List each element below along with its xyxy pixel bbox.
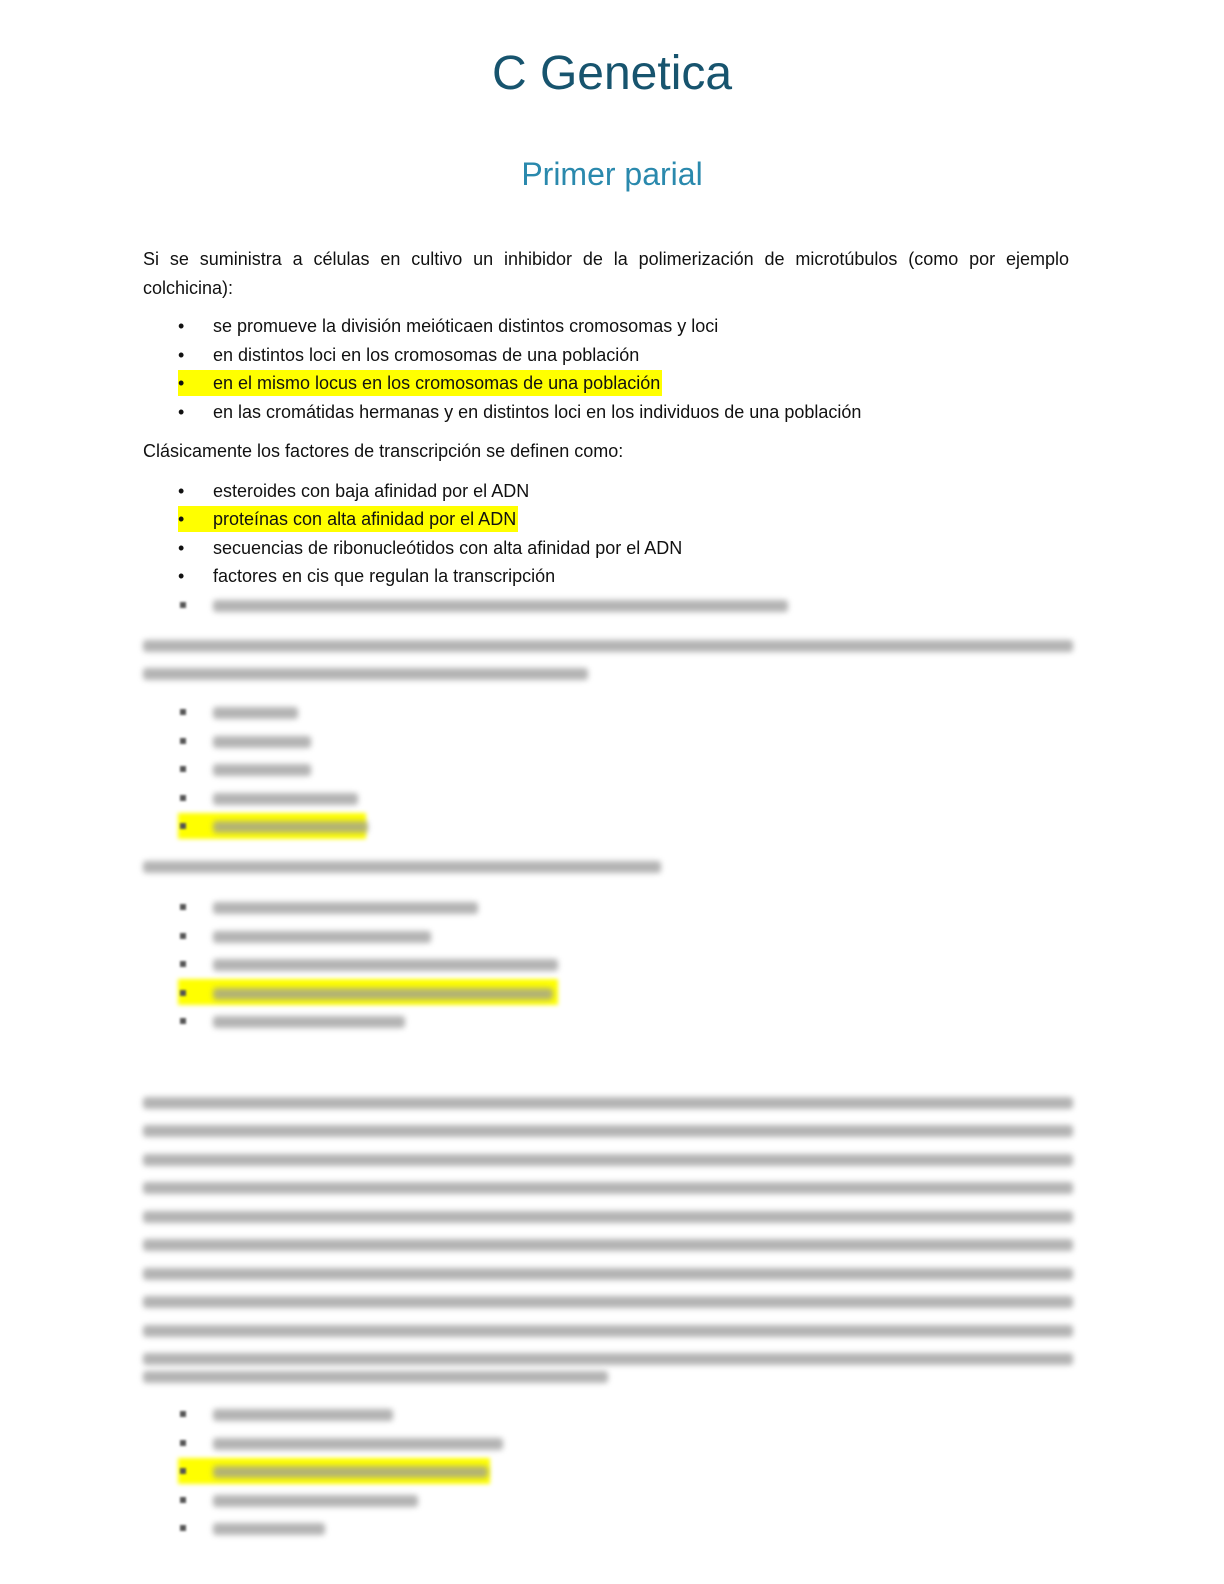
question-2-option-highlighted — [178, 506, 518, 532]
bullet-icon: • — [178, 566, 185, 586]
option-text: esteroides con baja afinidad por el ADN — [213, 481, 530, 501]
bullet-icon: • — [178, 481, 185, 501]
option-text: factores en cis que regulan la transcripción — [213, 566, 556, 586]
question-1-option — [178, 313, 720, 339]
question-2-prompt: Clásicamente los factores de transcripción se definen como: — [143, 441, 624, 461]
bullet-icon: • — [178, 509, 185, 529]
document-title: C Genetica — [491, 47, 733, 100]
bullet-icon: • — [178, 402, 185, 422]
option-text: secuencias de ribonucleótidos con alta afinidad por el ADN — [213, 538, 683, 558]
option-text: en distintos loci en los cromosomas de una población — [213, 345, 640, 365]
question-1-prompt: Si se suministra a células en cultivo un inhibidor de la polimerización de microtúbulos (como por ejemplo colchicina): — [143, 249, 1069, 298]
question-2-option — [178, 478, 531, 504]
option-text: se promueve la división meióticaen distintos cromosomas y loci — [213, 316, 719, 336]
option-text: en las cromátidas hermanas y en distintos loci en los individuos de una población — [213, 402, 862, 422]
question-2-option — [178, 535, 684, 561]
bullet-icon: • — [178, 316, 185, 336]
document-subtitle: Primer parial — [521, 156, 703, 192]
question-1-option — [178, 342, 641, 368]
question-1-option-highlighted — [178, 370, 662, 396]
option-text: proteínas con alta afinidad por el ADN — [213, 509, 517, 529]
bullet-icon: • — [178, 373, 185, 393]
question-1-option — [178, 399, 863, 425]
question-2-option — [178, 563, 557, 589]
option-text: en el mismo locus en los cromosomas de una población — [213, 373, 661, 393]
bullet-icon: • — [178, 345, 185, 365]
bullet-icon: • — [178, 538, 185, 558]
